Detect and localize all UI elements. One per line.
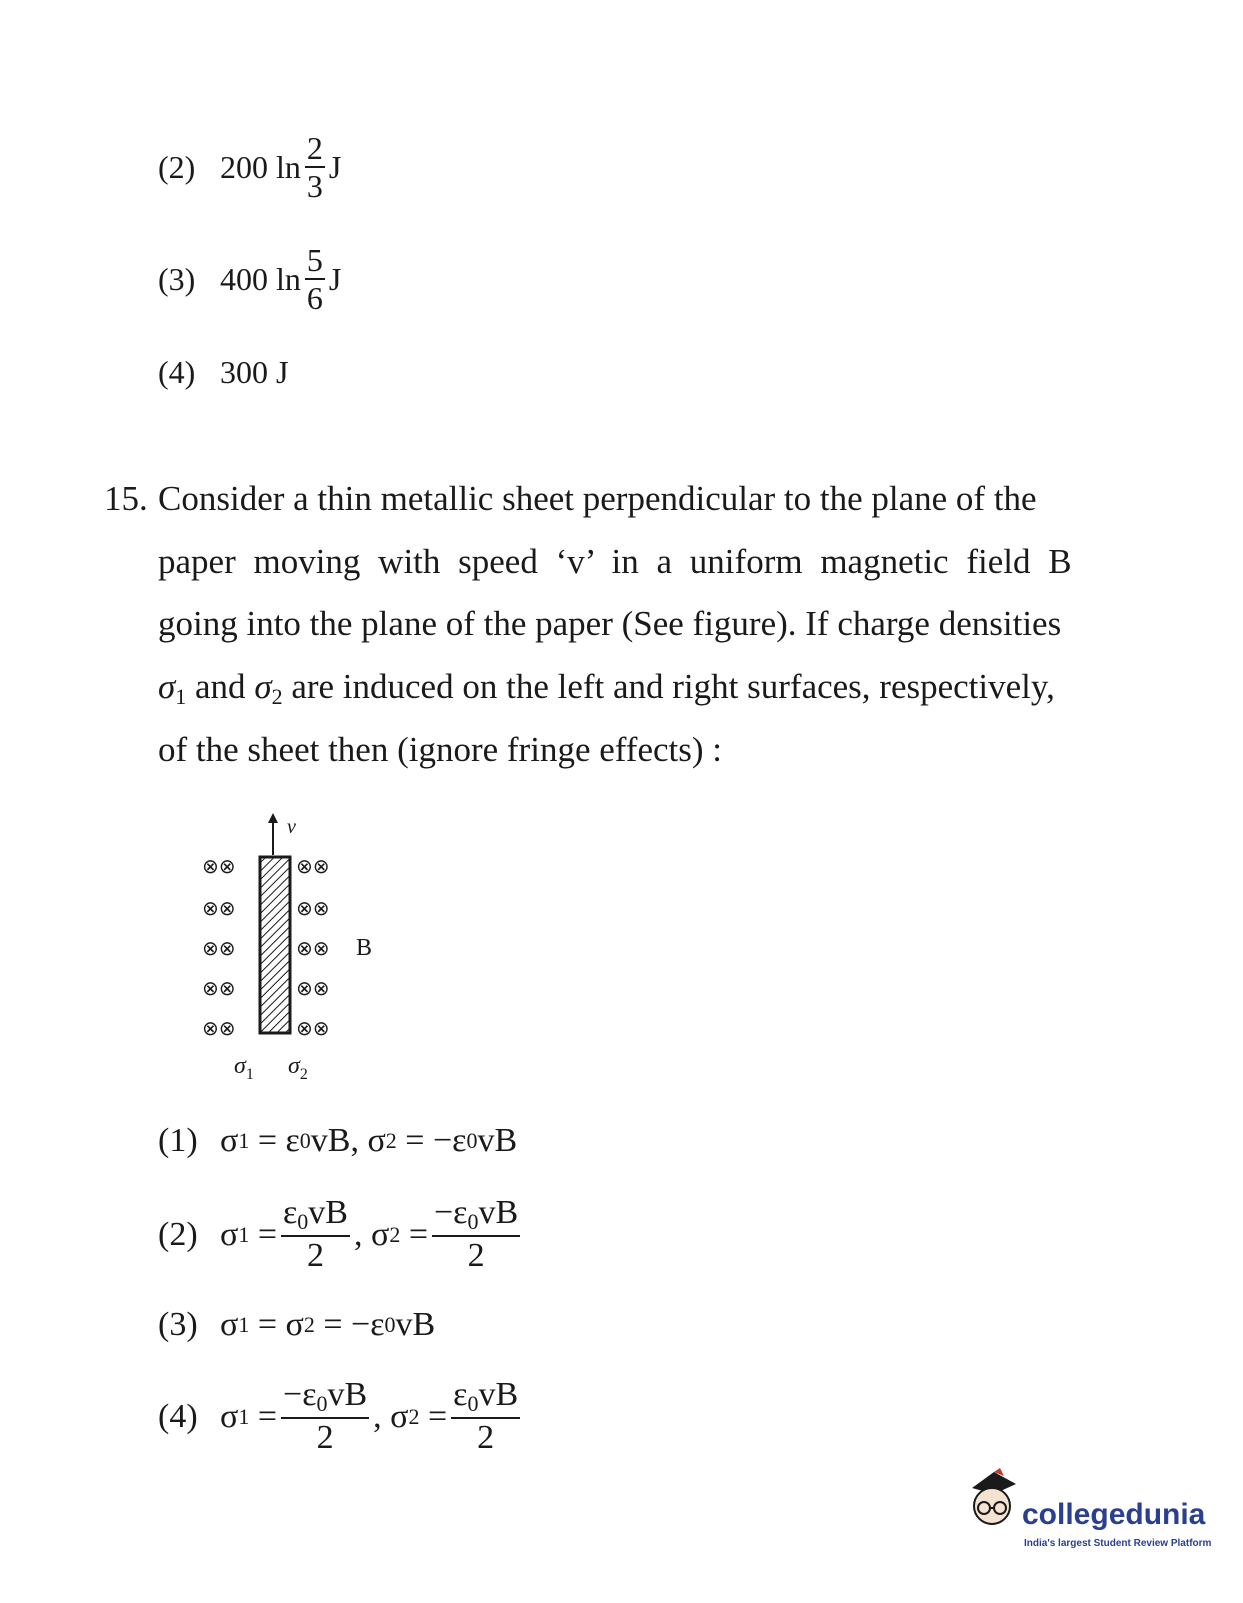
prev-option-3-den: 6 <box>306 280 323 316</box>
option-3-sub-0: 0 <box>384 1312 396 1337</box>
option-2-fraction-1 <box>281 1196 350 1273</box>
option-4-n1-sub: 0 <box>316 1391 328 1416</box>
option-2-n2a: −ε <box>434 1194 468 1231</box>
option-2-d2: 2 <box>467 1237 485 1274</box>
option-2-sub-1: 1 <box>238 1221 250 1247</box>
option-4-fraction-1 <box>281 1378 369 1455</box>
figure-sigma-1-sub: 1 <box>245 1066 254 1083</box>
option-4-n2a: ε <box>453 1376 468 1413</box>
question-line-2 <box>158 544 1106 579</box>
option-1-sub-0b: 0 <box>466 1128 478 1153</box>
prev-option-2-pre: 200 ln <box>220 149 301 185</box>
option-2-eq: = <box>249 1215 278 1253</box>
velocity-arrow-head <box>268 813 278 823</box>
field-label: B <box>356 935 373 961</box>
question-line-4-and: and <box>186 667 255 706</box>
field-right-row-5: ⊗⊗ <box>296 1016 330 1040</box>
prev-option-3-label: (3) <box>158 261 196 297</box>
option-4-eq: = <box>249 1397 278 1435</box>
logo-wordmark: collegedunia <box>1022 1498 1206 1531</box>
option-3-eq: = σ <box>249 1306 304 1343</box>
option-4-d2: 2 <box>477 1419 495 1456</box>
option-3-label: (3) <box>158 1306 198 1343</box>
option-1-vb2: vB <box>477 1122 518 1159</box>
question-number: 15. <box>104 479 148 518</box>
option-3-vb: vB <box>395 1306 436 1343</box>
sigma-2-symbol: σ <box>254 667 272 706</box>
field-left-row-5: ⊗⊗ <box>202 1016 236 1040</box>
prev-option-4-text: 300 J <box>220 354 289 390</box>
field-left-row-4: ⊗⊗ <box>202 976 236 1000</box>
figure-diagram <box>190 805 410 1095</box>
prev-option-3-num: 5 <box>306 242 323 278</box>
field-right-row-2: ⊗⊗ <box>296 896 330 920</box>
option-2-n2-sub: 0 <box>467 1209 479 1234</box>
velocity-label: v <box>287 816 296 838</box>
question-line-1: Consider a thin metallic sheet perpendicular to the plane of the <box>158 479 1037 518</box>
option-4-sub-1: 1 <box>238 1403 250 1429</box>
option-4-comma: , σ <box>373 1397 409 1435</box>
option-4-n2b: vB <box>478 1376 519 1413</box>
prev-option-2-fraction <box>305 132 325 202</box>
prev-option-3-unit: J <box>328 261 342 297</box>
option-2 <box>158 1196 524 1273</box>
prev-option-3-pre: 400 ln <box>220 261 301 297</box>
option-3-sub-2: 2 <box>303 1312 315 1337</box>
option-4-fraction-2 <box>451 1378 520 1455</box>
option-4-n1a: −ε <box>283 1376 317 1413</box>
prev-option-2-unit: J <box>328 149 342 185</box>
metal-sheet <box>260 857 290 1033</box>
option-2-label: (2) <box>158 1215 198 1253</box>
option-1-eq2: = −ε <box>396 1122 467 1159</box>
question-line-2-text: paper moving with speed ‘v’ in a uniform magnetic field B <box>158 542 1072 581</box>
option-4-sigma1: σ <box>220 1397 239 1435</box>
option-3-sigma1: σ <box>220 1306 239 1343</box>
prev-option-2-label: (2) <box>158 149 196 185</box>
figure-sigma-2-sub: 2 <box>299 1066 308 1083</box>
option-4-n1b: vB <box>327 1376 368 1413</box>
option-3-eq2: = −ε <box>314 1306 385 1343</box>
option-4 <box>158 1378 524 1455</box>
sigma-1-label <box>234 1053 254 1083</box>
option-2-d1: 2 <box>307 1237 324 1274</box>
option-4-d1: 2 <box>316 1419 334 1456</box>
option-1-sigma1: σ <box>220 1122 239 1159</box>
question-line-3: going into the plane of the paper (See figure). If charge densities <box>158 604 1062 643</box>
option-1-vb: vB, σ <box>310 1122 386 1159</box>
collegedunia-logo <box>964 1466 1214 1556</box>
field-right-row-4: ⊗⊗ <box>296 976 330 1000</box>
option-2-n1-sub: 0 <box>297 1209 309 1234</box>
field-right-row-1: ⊗⊗ <box>296 854 330 878</box>
sigma-1-symbol: σ <box>158 667 176 706</box>
sigma-2-label <box>288 1053 308 1083</box>
option-4-label: (4) <box>158 1397 198 1435</box>
option-1-sub-1: 1 <box>238 1128 250 1153</box>
option-2-n2b: vB <box>478 1194 519 1231</box>
option-3 <box>158 1308 435 1342</box>
option-2-sub-2: 2 <box>389 1221 401 1247</box>
prev-option-3 <box>158 244 341 314</box>
option-1 <box>158 1124 517 1158</box>
option-1-sub-2: 2 <box>385 1128 397 1153</box>
figure-sigma-2: σ <box>288 1053 300 1079</box>
sigma-2-sub: 2 <box>271 684 283 709</box>
prev-option-4-label: (4) <box>158 354 196 390</box>
option-2-n1b: vB <box>308 1194 348 1231</box>
prev-option-4 <box>158 356 288 388</box>
option-1-sub-0: 0 <box>299 1128 311 1153</box>
logo-tagline: India's largest Student Review Platform <box>1024 1538 1212 1549</box>
figure-sigma-1: σ <box>234 1053 246 1079</box>
field-left-row-1: ⊗⊗ <box>202 854 236 878</box>
field-left-row-3: ⊗⊗ <box>202 936 236 960</box>
option-3-sub-1: 1 <box>238 1312 250 1337</box>
field-right-row-3: ⊗⊗ <box>296 936 330 960</box>
question-line-4-rest: are induced on the left and right surfaces, respectively, <box>282 667 1055 706</box>
option-2-n1a: ε <box>283 1194 298 1231</box>
option-1-eq: = ε <box>249 1122 300 1159</box>
option-2-comma: , σ <box>353 1215 390 1253</box>
option-2-sigma1: σ <box>220 1215 239 1253</box>
option-4-eq2: = <box>419 1397 448 1435</box>
option-4-sub-2: 2 <box>408 1403 420 1429</box>
prev-option-2-den: 3 <box>306 168 323 204</box>
option-2-fraction-2 <box>432 1196 520 1273</box>
sigma-1-sub: 1 <box>175 684 187 709</box>
field-left-row-2: ⊗⊗ <box>202 896 236 920</box>
question-line-4 <box>158 669 1055 708</box>
prev-option-2-num: 2 <box>306 130 323 166</box>
mascot-icon <box>964 1466 1022 1538</box>
question-line-5: of the sheet then (ignore fringe effects) : <box>158 730 722 769</box>
prev-option-2 <box>158 132 341 202</box>
prev-option-3-fraction <box>305 244 325 314</box>
option-4-n2-sub: 0 <box>467 1391 479 1416</box>
option-2-eq2: = <box>400 1215 428 1253</box>
option-1-label: (1) <box>158 1122 198 1159</box>
